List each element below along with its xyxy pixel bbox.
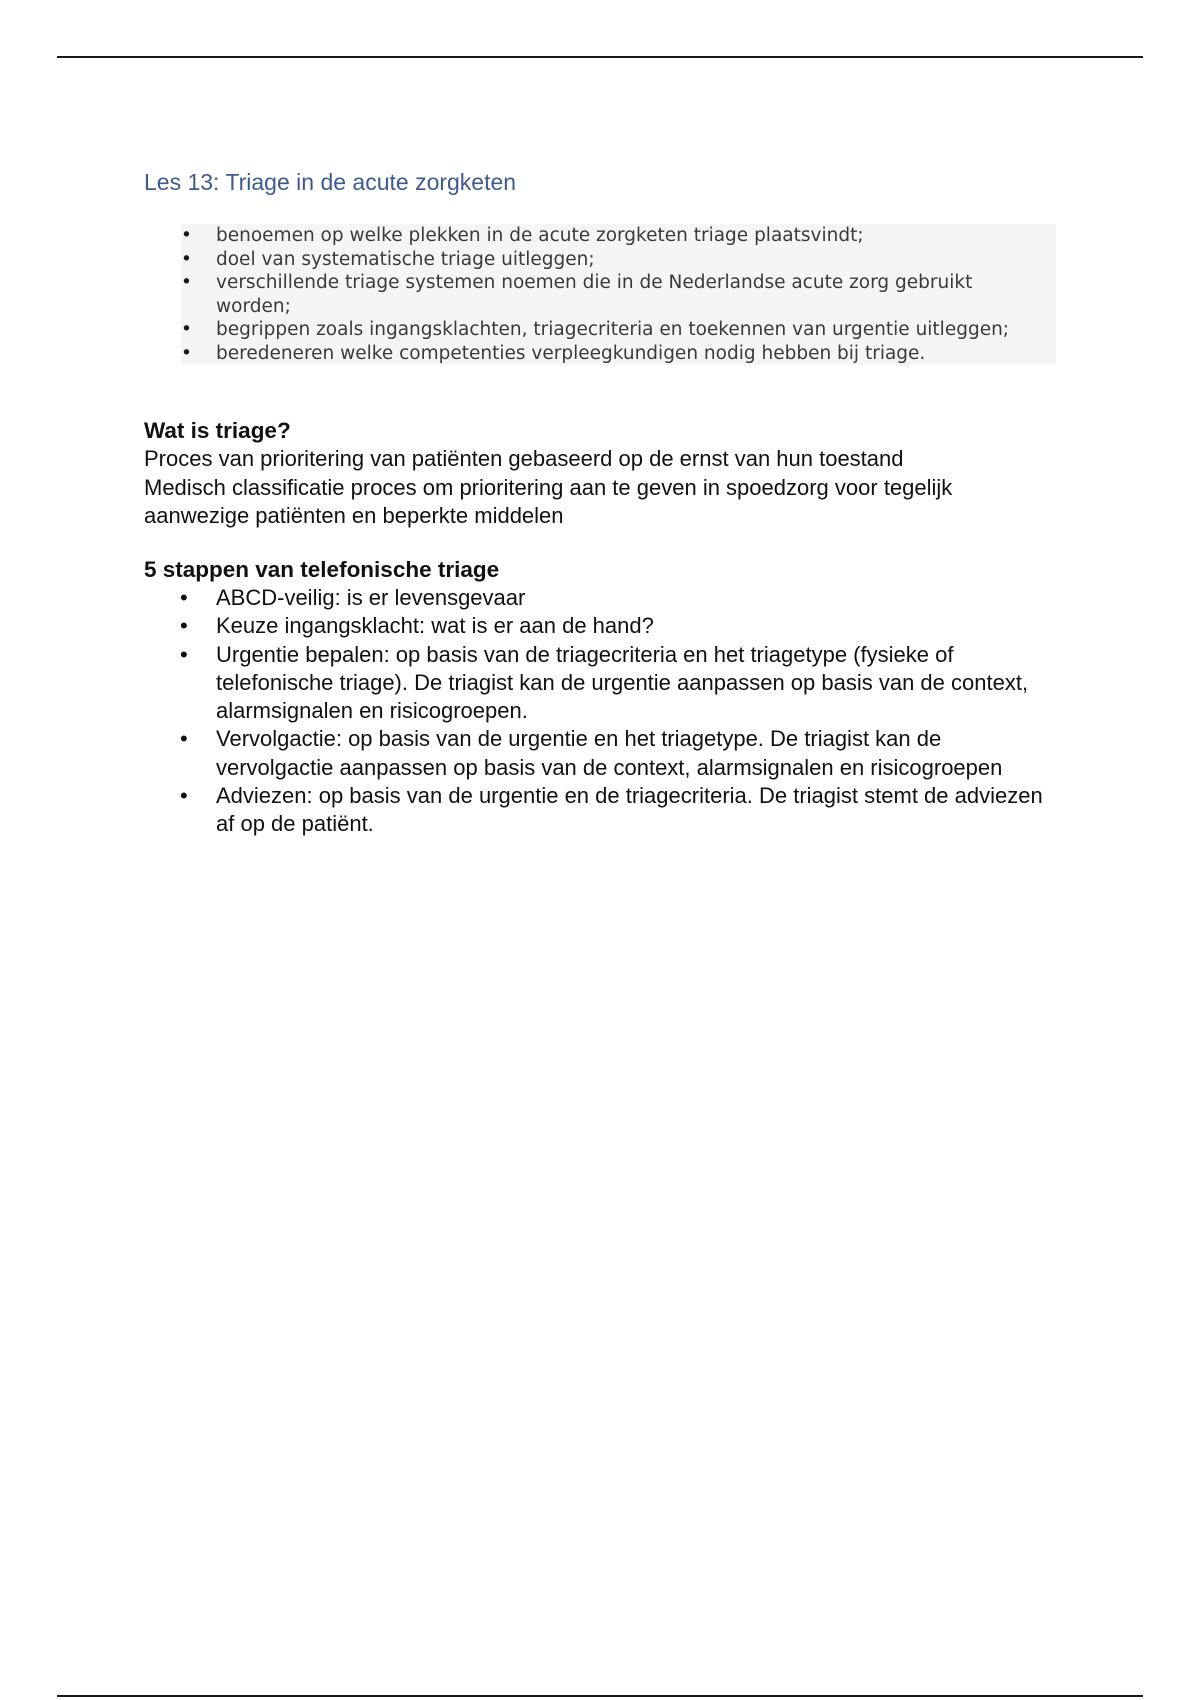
triage-steps-list: [144, 584, 1049, 839]
step-item: • Urgentie bepalen: op basis van de triagecriteria en het triagetype (fysieke of telefonische triage). De triagist kan de urgentie aanpassen op basis van de context, alarmsignalen en risicogroepen.: [144, 641, 1049, 726]
paragraph-line: Medisch classificatie proces om prioritering aan te geven in spoedzorg voor tegelijk: [144, 474, 953, 500]
paragraph-line: Proces van prioritering van patiënten gebaseerd op de ernst van hun toestand: [144, 446, 904, 471]
step-item: • Vervolgactie: op basis van de urgentie en het triagetype. De triagist kan de vervolgactie aanpassen op basis van de context, alarmsignalen en risicogroepen: [144, 725, 1049, 782]
paragraph-line: aanwezige patiënten en beperkte middelen: [144, 503, 564, 528]
objective-item: • begrippen zoals ingangsklachten, triagecriteria en toekennen van urgentie uitleggen;: [181, 318, 1056, 342]
step-item: • Adviezen: op basis van de urgentie en de triagecriteria. De triagist stemt de adviezen af op de patiënt.: [144, 782, 1049, 839]
learning-objectives-list: [181, 224, 1056, 365]
lesson-title: Les 13: Triage in de acute zorgketen: [144, 169, 517, 195]
objective-item: • doel van systematische triage uitleggen;: [181, 248, 1056, 272]
section-heading-5-stappen: 5 stappen van telefonische triage: [144, 557, 500, 582]
step-item: • ABCD-veilig: is er levensgevaar: [144, 584, 1049, 612]
objective-item: • benoemen op welke plekken in de acute zorgketen triage plaatsvindt;: [181, 224, 1056, 248]
footer-rule: [57, 1695, 1143, 1697]
objective-item: • beredeneren welke competenties verpleegkundigen nodig hebben bij triage.: [181, 342, 1056, 366]
step-item: • Keuze ingangsklacht: wat is er aan de hand?: [144, 612, 1049, 640]
header-rule: [57, 56, 1143, 58]
objective-item: • verschillende triage systemen noemen die in de Nederlandse acute zorg gebruikt worden;: [181, 271, 1056, 318]
triage-definition-paragraph: [144, 445, 1064, 531]
section-heading-wat-is-triage: Wat is triage?: [144, 418, 291, 443]
